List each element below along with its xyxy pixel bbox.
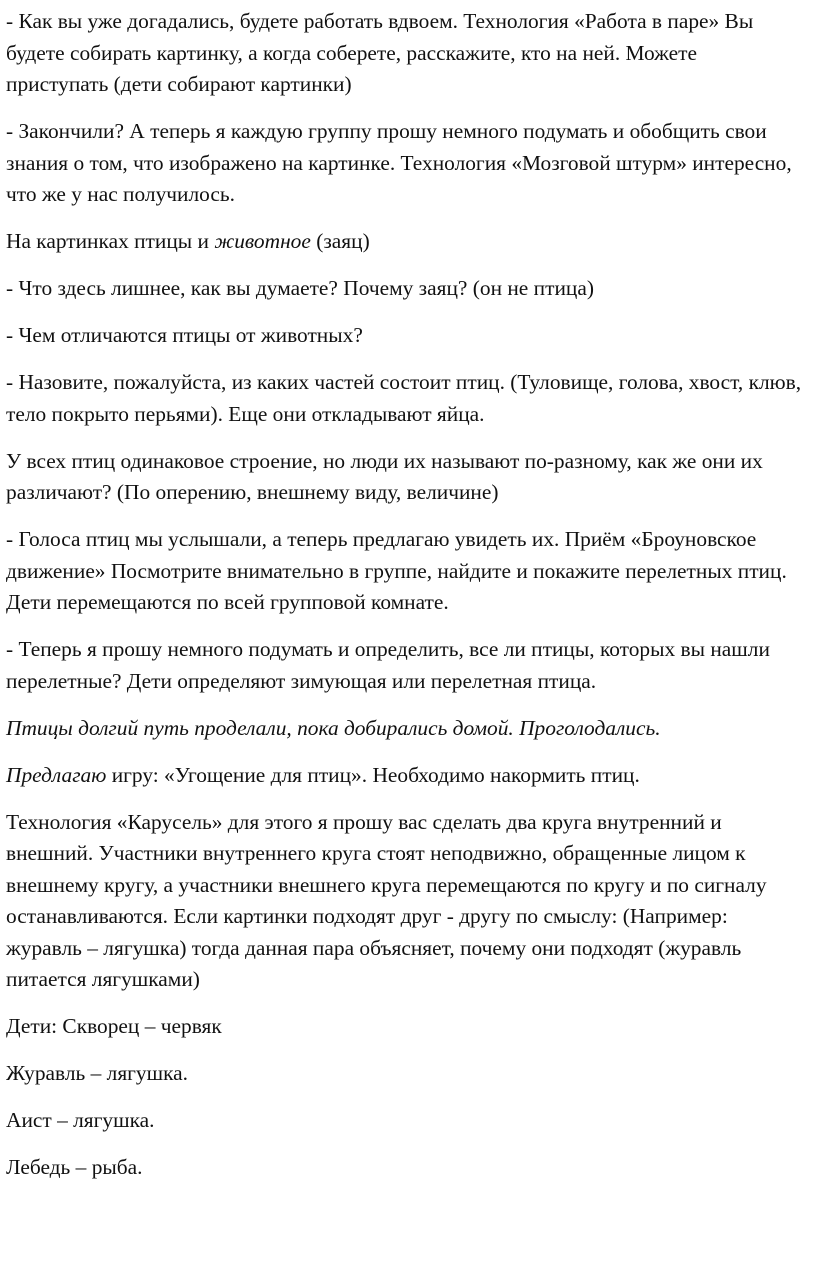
paragraph-pair-swan [6,1152,802,1184]
italic-word-offer: Предлагаю [6,762,107,787]
paragraph-brownian-motion [6,524,802,619]
paragraph-brainstorm [6,116,802,211]
paragraph-text: - Теперь я прошу немного подумать и определить, все ли птицы, которых вы нашли перелетные? Дети определяют зимующая или перелетная птица. [6,637,770,693]
paragraph-game-offer [6,760,802,792]
paragraph-text: - Закончили? А теперь я каждую группу прошу немного подумать и обобщить свои знания о том, что изображено на картинке. Технология «Мозговой штурм» интересно, что же у нас получилось. [6,119,792,206]
paragraph-odd-one-out [6,273,802,305]
paragraph-text: Аист – лягушка. [6,1108,155,1132]
paragraph-pair-stork [6,1105,802,1137]
paragraph-bird-parts [6,367,802,430]
paragraph-text: Лебедь – рыба. [6,1155,143,1179]
paragraph-text: - Назовите, пожалуйста, из каких частей состоит птиц. (Туловище, голова, хвост, клюв, тело покрыто перьями). Еще они откладывают яйца. [6,370,802,426]
italic-word-animal: животное [214,229,311,253]
paragraph-pair-starling [6,1011,802,1043]
paragraph-text: - Как вы уже догадались, будете работать вдвоем. Технология «Работа в паре» Вы будете собирать картинку, а когда соберете, расскажите, кто на ней. Можете приступать (дети собирают картинки) [6,9,754,96]
paragraph-long-journey [6,713,802,745]
paragraph-text: Технология «Карусель» для этого я прошу вас сделать два круга внутренний и внешний. Участники внутреннего круга стоят неподвижно, обращенные лицом к внешнему кругу, а участники внешнего круга перемещаются по кругу и по сигналу останавливаются. Если картинки подходят друг - другу по смыслу: (Например: журавль – лягушка) тогда данная пара объясняет, почему они подходят (журавль питается лягушками) [6,809,767,991]
paragraph-carousel [6,807,802,996]
paragraph-pair-work [6,6,802,101]
paragraph-pair-crane [6,1058,802,1090]
paragraph-bird-structure [6,446,802,509]
paragraph-italic-text: Птицы долгий путь проделали, пока добирались домой. Проголодались. [6,715,661,740]
paragraph-differences [6,320,802,352]
paragraph-birds-and-animal [6,226,802,258]
paragraph-text: - Голоса птиц мы услышали, а теперь предлагаю увидеть их. Приём «Броуновское движение» Посмотрите внимательно в группе, найдите и покажите перелетных птиц. Дети перемещаются по всей групповой комнате. [6,527,787,614]
paragraph-text: На картинках птицы и [6,229,215,253]
paragraph-text: Дети: Скворец – червяк [6,1014,222,1038]
paragraph-text: Журавль – лягушка. [6,1061,189,1085]
paragraph-text: У всех птиц одинаковое строение, но люди их называют по-разному, как же они их различают? (По оперению, внешнему виду, величине) [6,448,763,504]
paragraph-text: - Что здесь лишнее, как вы думаете? Почему заяц? (он не птица) [6,276,594,300]
paragraph-migratory-check [6,634,802,697]
paragraph-text: игру: «Угощение для птиц». Необходимо накормить птиц. [106,762,640,787]
paragraph-text: - Чем отличаются птицы от животных? [6,323,363,347]
paragraph-text: (заяц) [310,229,370,253]
